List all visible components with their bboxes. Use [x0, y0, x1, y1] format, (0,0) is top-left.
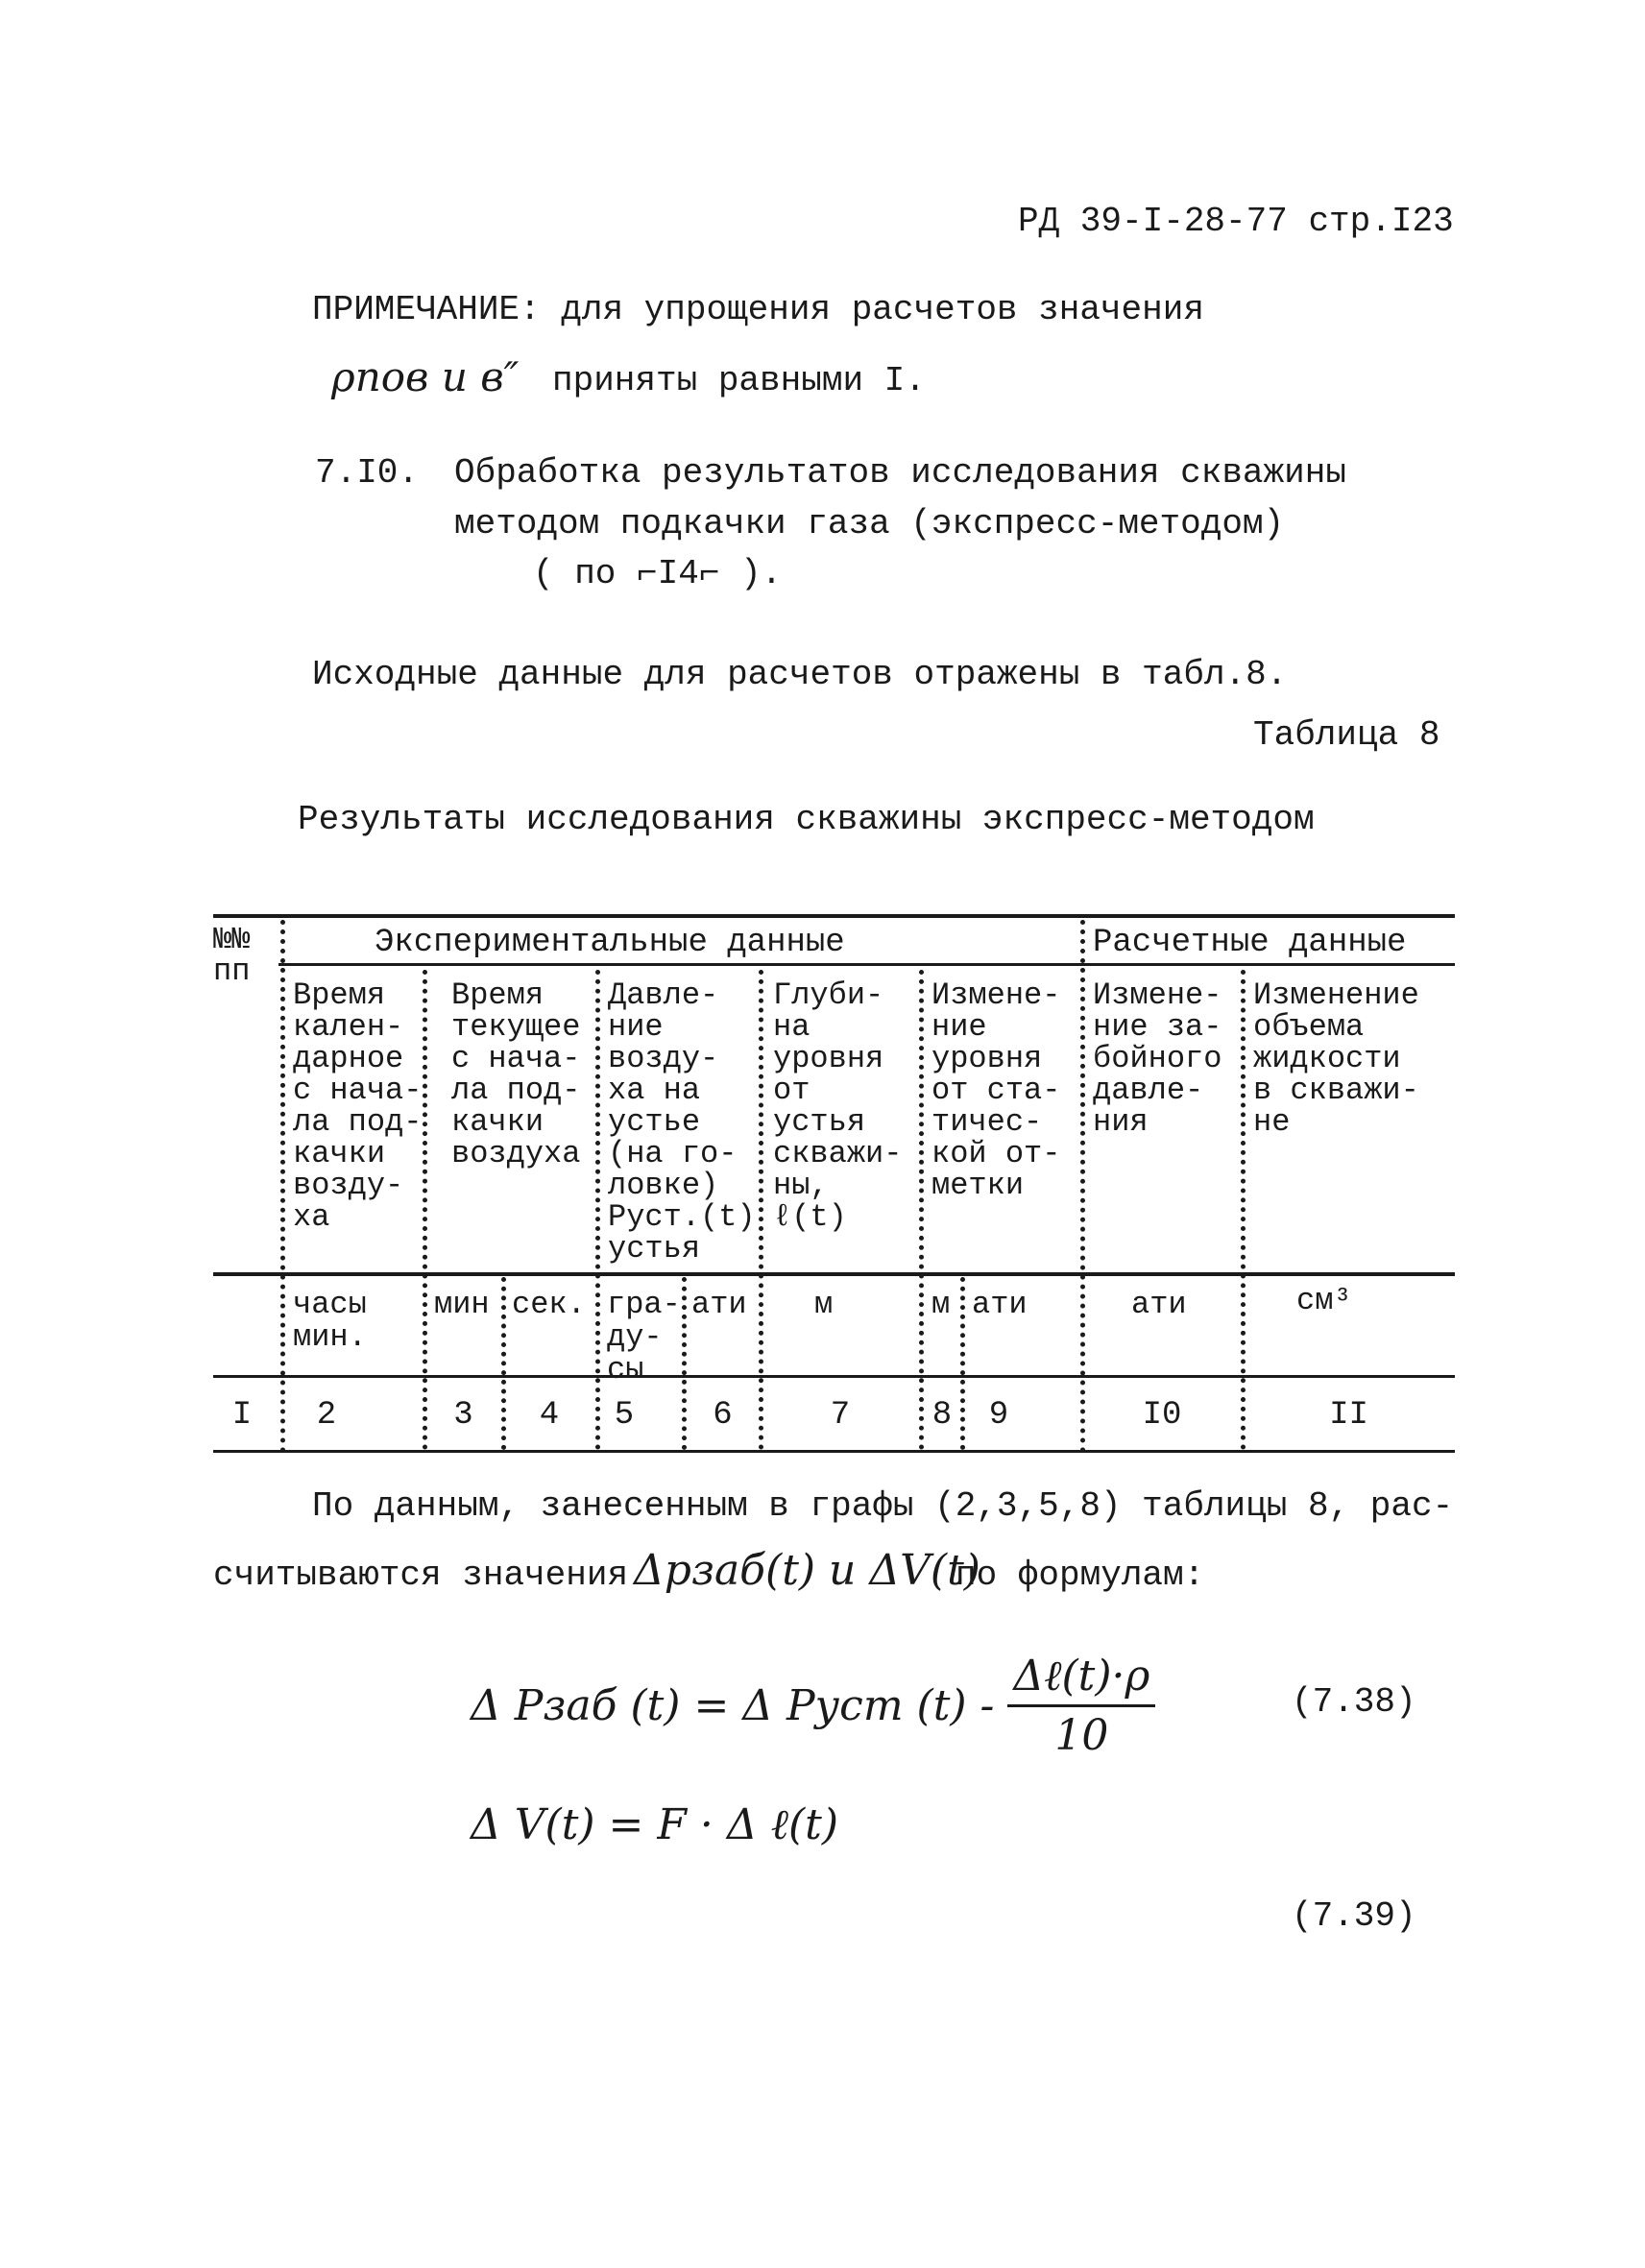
colnum-6: 6	[713, 1397, 733, 1434]
table-header-rule	[213, 1272, 1455, 1276]
col-sep-5	[919, 970, 924, 1450]
colnum-4: 4	[539, 1397, 560, 1434]
table-top-rule	[213, 914, 1455, 918]
colnum-10: I0	[1142, 1397, 1182, 1434]
after-table-line-1: По данным, занесенным в графы (2,3,5,8) таблицы 8, рас-	[312, 1486, 1454, 1526]
col-sep-7	[1241, 970, 1246, 1450]
col-number-header: №№ пп	[213, 922, 251, 989]
note-symbols: ρпов и в″	[331, 353, 520, 400]
formula-7-38-left: Δ Pзаб (t) = Δ Pуст (t) -	[471, 1681, 995, 1730]
unit-hours-min: часы мин.	[293, 1287, 367, 1355]
section-title-line-1: Обработка результатов исследования скважины	[454, 453, 1346, 493]
formula-7-38	[471, 1652, 1155, 1760]
col-sep-3	[595, 970, 600, 1450]
section-title-line-2: методом подкачки газа (экспресс-методом)	[454, 504, 1285, 543]
colnum-3: 3	[453, 1397, 473, 1434]
table-caption: Результаты исследования скважины экспресс-методом	[298, 800, 1315, 839]
unit-ati-3: ати	[1131, 1287, 1187, 1322]
formula-7-39: Δ V(t) = F · Δ ℓ(t)	[471, 1800, 838, 1849]
page-reference: РД 39-I-28-77 стр.I23	[1018, 202, 1454, 241]
table-bottom-rule	[213, 1450, 1455, 1453]
header-fluid-volume-change: Изменение объема жидкости в скважи- не	[1253, 977, 1419, 1140]
unit-min: мин	[434, 1287, 490, 1322]
colnum-9: 9	[988, 1397, 1009, 1434]
header-current-time: Время текущее с нача- ла под- качки воздуха	[451, 977, 581, 1171]
section-title-line-3: ( по ⌐I4⌐ ).	[533, 554, 783, 593]
header-air-pressure: Давле- ние возду- ха на устье (на го- ловке) Pуст.(t) устья	[608, 977, 756, 1267]
header-level-depth: Глуби- на уровня от устья скважи- ны, ℓ(t)	[773, 977, 903, 1235]
formula-7-38-fraction	[1007, 1652, 1155, 1760]
col-sep-6	[1080, 920, 1085, 1453]
colnum-5: 5	[614, 1397, 635, 1434]
colnum-7: 7	[830, 1397, 851, 1434]
group-header-experimental: Экспериментальные данные	[375, 925, 845, 961]
unit-degrees: гра- ду- сы	[607, 1287, 681, 1387]
unit-m-1: м	[814, 1287, 834, 1322]
note-line-2: приняты равными I.	[552, 361, 926, 400]
table-units-rule	[213, 1375, 1455, 1378]
header-level-change: Измене- ние уровня от ста- тичес- кой от- метки	[931, 977, 1061, 1203]
unit-sec: сек.	[512, 1287, 586, 1322]
after-table-line-2-start: считываются значения	[213, 1556, 629, 1595]
note-line-1: ПРИМЕЧАНИЕ: для упрощения расчетов значения	[312, 290, 1204, 329]
table-group-rule	[278, 963, 1455, 966]
section-number: 7.I0.	[315, 453, 420, 493]
col-sep-1	[280, 920, 285, 1453]
group-header-calculated: Расчетные данные	[1093, 925, 1407, 961]
unit-ati-2: ати	[972, 1287, 1028, 1322]
after-table-line-2-end: по формулам:	[956, 1556, 1205, 1595]
colnum-11: II	[1329, 1397, 1368, 1434]
table-label: Таблица 8	[1253, 715, 1440, 755]
unit-cm3: см³	[1296, 1283, 1352, 1318]
col-sep-4	[759, 970, 763, 1450]
colnum-2: 2	[316, 1397, 337, 1434]
unit-ati-1: ати	[691, 1287, 747, 1322]
after-table-expression: Δpзаб(t) и ΔV(t)	[634, 1546, 980, 1595]
formula-7-38-numerator: Δℓ(t)·ρ	[1007, 1652, 1155, 1707]
formula-7-39-number: (7.39)	[1292, 1896, 1416, 1936]
header-calendar-time: Время кален- дарное с нача- ла под- качки возду- ха	[293, 977, 423, 1235]
formula-7-38-number: (7.38)	[1292, 1682, 1416, 1722]
intro-text: Исходные данные для расчетов отражены в табл.8.	[312, 655, 1288, 694]
colnum-1: I	[231, 1397, 253, 1434]
col-sep-2	[423, 970, 427, 1450]
colnum-8: 8	[931, 1397, 953, 1434]
formula-7-38-denominator: 10	[1054, 1711, 1109, 1760]
header-bottom-pressure-change: Измене- ние за- бойного давле- ния	[1093, 977, 1222, 1140]
unit-m-2: м	[931, 1287, 951, 1322]
